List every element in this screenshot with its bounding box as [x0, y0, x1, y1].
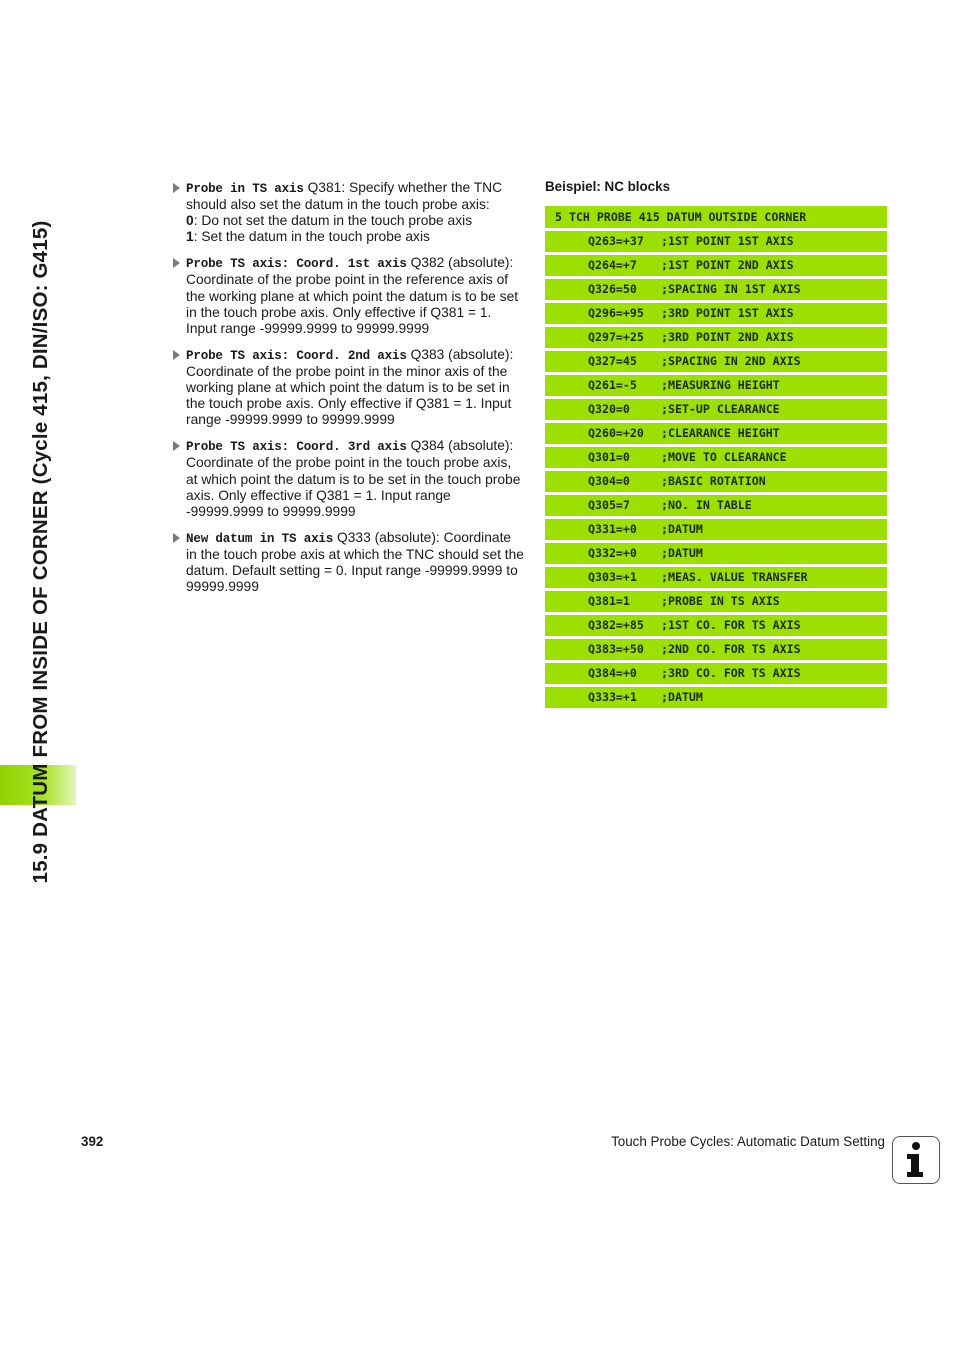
- parameter-item: [172, 347, 524, 428]
- nc-block-row: [545, 639, 887, 660]
- parameter-description: Q383 (absolute): Coordinate of the probe point in the minor axis of the working plane at which point the datum is to be set in the touch probe axis. Only effective if Q381 = 1. Input range -99999.9999 to 99999.9999: [186, 346, 514, 428]
- parameter-item: [172, 255, 524, 336]
- nc-parameter-comment: ;DATUM: [661, 690, 703, 704]
- nc-parameter-value: Q301=0: [588, 450, 630, 464]
- nc-block-row: [545, 303, 887, 324]
- triangle-bullet-icon: [173, 533, 180, 543]
- nc-parameter-comment: ;PROBE IN TS AXIS: [661, 594, 780, 608]
- nc-parameter-value: Q264=+7: [588, 258, 637, 272]
- nc-block-row: [545, 351, 887, 372]
- nc-block-row: [545, 591, 887, 612]
- option-key: 1: [186, 229, 194, 245]
- nc-parameter-comment: ;MEAS. VALUE TRANSFER: [661, 570, 808, 584]
- nc-block-row: [545, 495, 887, 516]
- footer-title: Touch Probe Cycles: Automatic Datum Setting: [611, 1134, 885, 1149]
- nc-block-row: [545, 375, 887, 396]
- nc-parameter-value: Q296=+95: [588, 306, 644, 320]
- nc-block-row: [545, 567, 887, 588]
- nc-parameter-value: Q333=+1: [588, 690, 637, 704]
- nc-parameter-value: Q320=0: [588, 402, 630, 416]
- nc-parameter-value: Q263=+37: [588, 234, 644, 248]
- nc-block-row: [545, 231, 887, 252]
- triangle-bullet-icon: [173, 350, 180, 360]
- nc-block-row: [545, 279, 887, 300]
- nc-parameter-comment: ;BASIC ROTATION: [661, 474, 766, 488]
- parameter-item: [172, 180, 524, 245]
- nc-parameter-comment: ;DATUM: [661, 522, 703, 536]
- nc-parameter-comment: ;2ND CO. FOR TS AXIS: [661, 642, 801, 656]
- nc-block-row: [545, 327, 887, 348]
- parameter-item: [172, 438, 524, 519]
- nc-parameter-value: Q326=50: [588, 282, 637, 296]
- nc-block-row: [545, 687, 887, 708]
- nc-block-row: [545, 663, 887, 684]
- nc-block-row: [545, 423, 887, 444]
- nc-parameter-comment: ;3RD POINT 1ST AXIS: [661, 306, 794, 320]
- nc-parameter-comment: ;CLEARANCE HEIGHT: [661, 426, 780, 440]
- nc-parameter-value: Q304=0: [588, 474, 630, 488]
- nc-parameter-comment: ;SPACING IN 1ST AXIS: [661, 282, 801, 296]
- parameter-code: New datum in TS axis: [186, 531, 334, 546]
- nc-parameter-value: Q327=45: [588, 354, 637, 368]
- nc-parameter-value: Q383=+50: [588, 642, 644, 656]
- nc-parameter-value: Q260=+20: [588, 426, 644, 440]
- nc-block-row: [545, 399, 887, 420]
- nc-parameter-value: Q297=+25: [588, 330, 644, 344]
- option-text: : Set the datum in the touch probe axis: [193, 229, 430, 245]
- nc-parameter-comment: ;NO. IN TABLE: [661, 498, 752, 512]
- page-number: 392: [81, 1134, 104, 1149]
- nc-parameter-value: Q331=+0: [588, 522, 637, 536]
- chapter-heading: 15.9 DATUM FROM INSIDE OF CORNER (Cycle 415, DIN/ISO: G415): [29, 220, 52, 884]
- parameter-code: Probe TS axis: Coord. 3rd axis: [186, 440, 407, 455]
- triangle-bullet-icon: [173, 258, 180, 268]
- nc-block-row: [545, 471, 887, 492]
- parameter-description: Q333 (absolute): Coordinate in the touch probe axis at which the TNC should set the datum. Default setting = 0. Input range -99999.9999 to 99999.9999: [186, 529, 524, 595]
- nc-parameter-comment: ;SPACING IN 2ND AXIS: [661, 354, 801, 368]
- parameter-description: Q382 (absolute): Coordinate of the probe point in the reference axis of the working plane at which point the datum is to be set in the touch probe axis. Only effective if Q381 = 1. Input range -99999.9999 to 99999.9999: [186, 255, 519, 336]
- nc-parameter-value: Q303=+1: [588, 570, 637, 584]
- parameter-code: Probe in TS axis: [186, 182, 304, 196]
- parameter-description: Q381: Specify whether the TNC should also set the datum in the touch probe axis:: [186, 180, 503, 213]
- nc-block-row: [545, 255, 887, 276]
- nc-block-first-line: 5 TCH PROBE 415 DATUM OUTSIDE CORNER: [545, 206, 887, 228]
- parameter-description: Q384 (absolute): Coordinate of the probe point in the touch probe axis, at which point the datum is to be set in the touch probe axis. Only effective if Q381 = 1. Input range -99999.9999 to 99999.9999: [186, 438, 521, 519]
- nc-parameter-comment: ;1ST CO. FOR TS AXIS: [661, 618, 801, 632]
- nc-parameter-value: Q382=+85: [588, 618, 644, 632]
- nc-block-row: [545, 447, 887, 468]
- nc-parameter-comment: ;3RD POINT 2ND AXIS: [661, 330, 794, 344]
- nc-parameter-comment: ;3RD CO. FOR TS AXIS: [661, 666, 801, 680]
- nc-parameter-comment: ;MOVE TO CLEARANCE: [661, 450, 787, 464]
- triangle-bullet-icon: [173, 441, 180, 451]
- nc-parameter-value: Q305=7: [588, 498, 630, 512]
- parameter-item: [172, 530, 524, 595]
- nc-parameter-comment: ;1ST POINT 1ST AXIS: [661, 234, 794, 248]
- info-icon: [892, 1136, 940, 1184]
- nc-parameter-comment: ;DATUM: [661, 546, 703, 560]
- nc-parameter-value: Q384=+0: [588, 666, 637, 680]
- nc-parameter-comment: ;MEASURING HEIGHT: [661, 378, 780, 392]
- example-heading: Beispiel: NC blocks: [545, 179, 671, 194]
- nc-block-list: [545, 206, 887, 711]
- parameter-code: Probe TS axis: Coord. 1st axis: [186, 257, 407, 272]
- nc-parameter-value: Q332=+0: [588, 546, 637, 560]
- nc-parameter-comment: ;1ST POINT 2ND AXIS: [661, 258, 794, 272]
- nc-parameter-value: Q261=-5: [588, 378, 637, 392]
- nc-block-row: [545, 519, 887, 540]
- nc-parameter-value: Q381=1: [588, 594, 630, 608]
- option-text: : Do not set the datum in the touch probe axis: [193, 213, 473, 229]
- nc-block-row: [545, 543, 887, 564]
- parameter-list: [172, 180, 524, 605]
- parameter-code: Probe TS axis: Coord. 2nd axis: [186, 348, 407, 363]
- triangle-bullet-icon: [173, 183, 180, 193]
- nc-parameter-comment: ;SET-UP CLEARANCE: [661, 402, 780, 416]
- nc-block-row: [545, 615, 887, 636]
- option-key: 0: [186, 213, 194, 229]
